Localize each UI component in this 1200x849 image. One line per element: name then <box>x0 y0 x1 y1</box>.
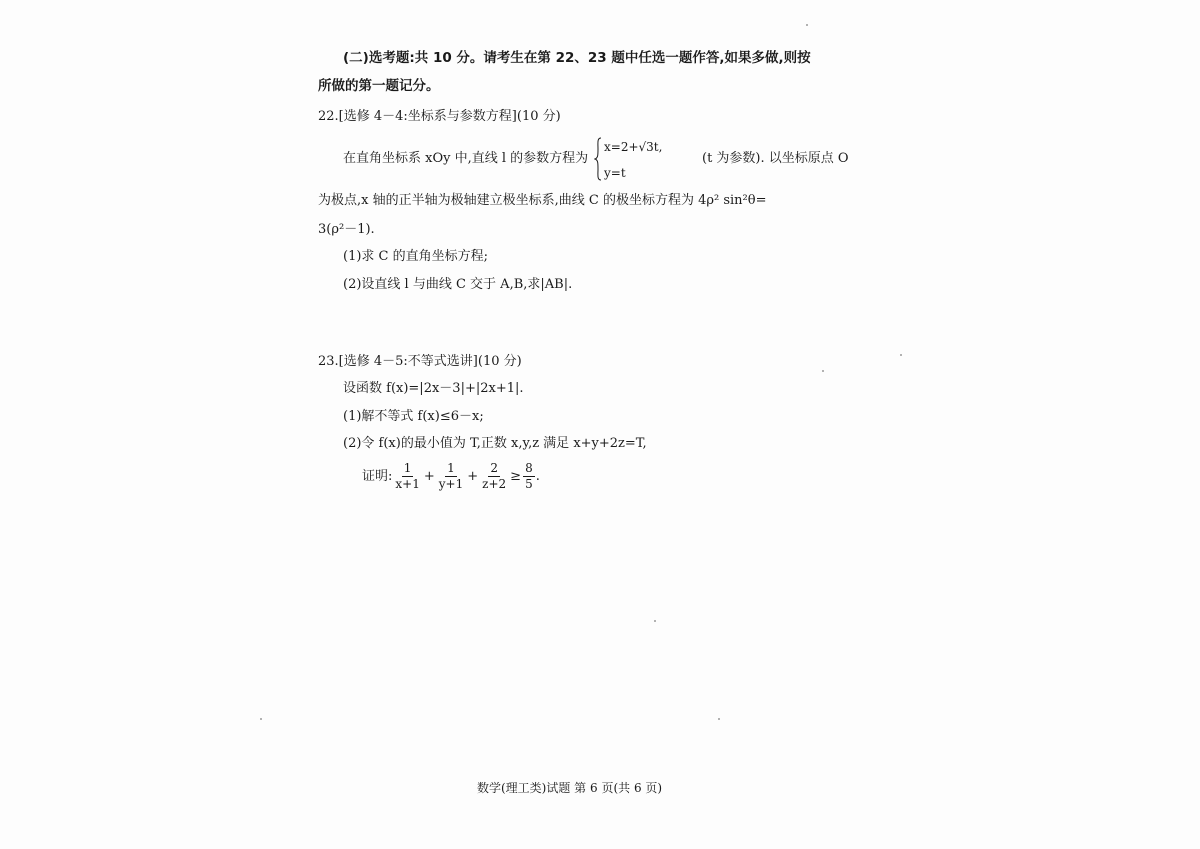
fraction-3-numerator: 2 <box>488 462 500 477</box>
scan-speck <box>260 718 262 720</box>
left-brace-icon <box>594 137 602 181</box>
q22-part-1: (1)求 C 的直角坐标方程; <box>343 249 489 264</box>
q23-part-2: (2)令 f(x)的最小值为 T,正数 x,y,z 满足 x+y+2z=T, <box>343 436 647 451</box>
q23-function-definition: 设函数 f(x)=|2x－3|+|2x+1|. <box>343 381 524 396</box>
fraction-1-denominator: x+1 <box>395 477 420 492</box>
q23-proof-statement <box>362 462 540 491</box>
scan-speck <box>822 370 824 372</box>
scan-speck <box>654 620 656 622</box>
fraction-4 <box>523 462 535 491</box>
parametric-equation-system <box>594 137 714 181</box>
proof-label: 证明: <box>362 469 393 485</box>
scan-speck <box>900 354 902 356</box>
fraction-2-denominator: y+1 <box>438 477 464 492</box>
q22-intro-tail: (t 为参数). 以坐标原点 O <box>702 151 849 166</box>
fraction-1-numerator: 1 <box>402 462 414 477</box>
fraction-2 <box>437 462 465 491</box>
proof-period: . <box>535 469 540 485</box>
fraction-4-denominator: 5 <box>525 477 533 492</box>
q23-title: 23.[选修 4－5:不等式选讲](10 分) <box>318 354 522 369</box>
q22-intro: 在直角坐标系 xOy 中,直线 l 的参数方程为 <box>343 151 589 166</box>
q22-title: 22.[选修 4－4:坐标系与参数方程](10 分) <box>318 109 561 124</box>
plus-sign-2: + <box>467 469 479 485</box>
q22-line-3: 3(ρ²－1). <box>318 222 375 237</box>
scan-speck <box>718 718 720 720</box>
fraction-1 <box>393 462 421 491</box>
param-equation-y: y=t <box>604 166 626 180</box>
fraction-3 <box>480 462 508 491</box>
q22-line-2: 为极点,x 轴的正半轴为极轴建立极坐标系,曲线 C 的极坐标方程为 4ρ² sin²θ= <box>318 193 767 208</box>
fraction-2-numerator: 1 <box>445 462 457 477</box>
scan-speck <box>806 24 808 26</box>
plus-sign-1: + <box>423 469 435 485</box>
q23-part-1: (1)解不等式 f(x)≤6－x; <box>343 409 484 424</box>
geq-sign: ≥ <box>510 469 522 485</box>
fraction-3-denominator: z+2 <box>482 477 507 492</box>
param-equation-x: x=2+√3t, <box>604 140 663 154</box>
page-footer: 数学(理工类)试题 第 6 页(共 6 页) <box>477 781 663 795</box>
section-header-line-2: 所做的第一题记分。 <box>318 78 440 94</box>
fraction-4-numerator: 8 <box>523 462 535 477</box>
section-header-line-1: (二)选考题:共 10 分。请考生在第 22、23 题中任选一题作答,如果多做,则按 <box>343 50 811 66</box>
q22-part-2: (2)设直线 l 与曲线 C 交于 A,B,求|AB|. <box>343 277 573 292</box>
